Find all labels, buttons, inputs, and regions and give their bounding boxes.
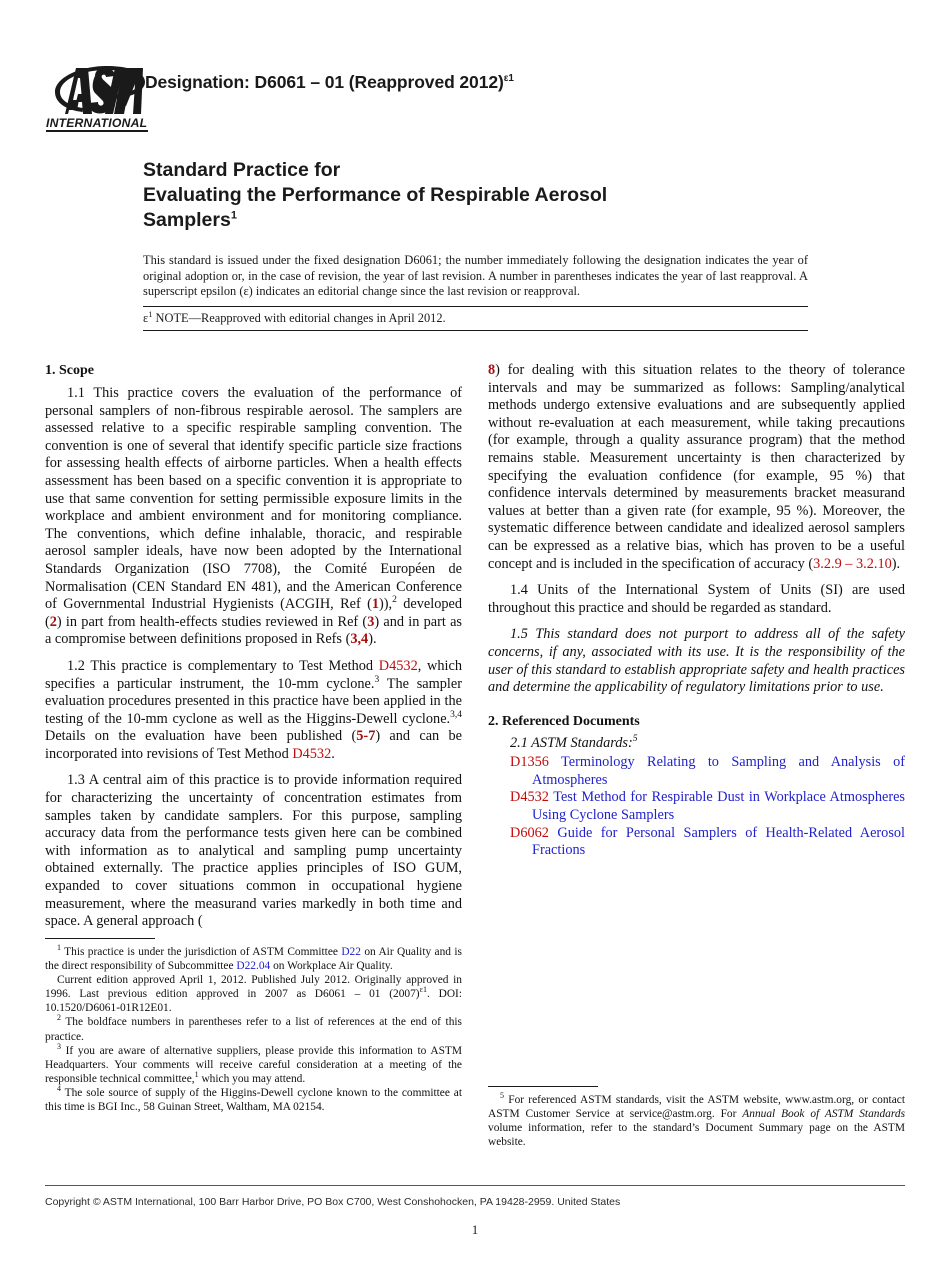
paragraph-1-2: 1.2 This practice is complementary to Test Method D4532, which specifies a particular instrument, the 10-mm cyclone.$^3$ The sampler evaluation procedures presented in this practice have been applied in the testing of the 10-mm cyclone as well as the Higgins-Dewell cyclone.$^{3,4}$ Details on the evaluation have been published (5-7) and can be incorporated into revisions of Test Method D4532. bbox=[45, 657, 463, 762]
masthead bbox=[45, 58, 905, 148]
footnote-divider bbox=[488, 1086, 598, 1087]
section-heading-scope: 1. Scope bbox=[45, 363, 94, 378]
ref-2: 2 bbox=[49, 613, 57, 630]
paragraph-1-5: 1.5 This standard does not purport to address all of the safety concerns, if any, associated with its use. It is the responsibility of the user of this standard to establish appropriate safety and health practices and determine the applicability of regulatory limitations prior to use. bbox=[488, 626, 905, 696]
list-item[interactable] bbox=[510, 789, 905, 824]
intro-divider-top bbox=[143, 306, 808, 307]
subheading-astm-standards: 2.1 ASTM Standards:$^5$ bbox=[510, 733, 638, 751]
link-d4532-b[interactable]: D4532 bbox=[292, 745, 332, 762]
standard-title[interactable]: Test Method for Respirable Dust in Workplace Atmospheres Using Cyclone Samplers bbox=[532, 789, 905, 824]
astm-logo-icon bbox=[45, 58, 150, 138]
column-left bbox=[45, 362, 462, 931]
paragraph-1-4: 1.4 Units of the International System of Units (SI) are used throughout this practice and should be regarded as standard. bbox=[488, 582, 905, 616]
list-item[interactable] bbox=[510, 825, 905, 860]
footnote-1: $^1$ This practice is under the jurisdiction of ASTM Committee D22 on Air Quality and is the direct responsibility of Subcommittee D22.04 on Workplace Air Quality. bbox=[45, 943, 462, 973]
column-right bbox=[488, 362, 905, 860]
page-title bbox=[143, 158, 843, 233]
footnote-2: $^2$ The boldface numbers in parentheses refer to a list of references at the end of this practice. bbox=[45, 1013, 462, 1043]
intro-divider-bottom bbox=[143, 330, 808, 331]
designation-superscript: ε1 bbox=[503, 73, 514, 85]
footnotes-left bbox=[45, 930, 462, 1114]
footnote-5: $^5$ For referenced ASTM standards, visit the ASTM website, www.astm.org, or contact ASTM Customer Service at service@astm.org. For Annual Book of ASTM Standards volume information, refer to the standard’s Document Summary page on the ASTM website. bbox=[488, 1091, 905, 1149]
footer-divider bbox=[45, 1185, 905, 1186]
designation-code: D6061 – 01 (Reapproved 2012) bbox=[254, 72, 504, 92]
link-committee-d22[interactable]: D22 bbox=[341, 946, 361, 958]
copyright-notice: Copyright © ASTM International, 100 Barr Harbor Drive, PO Box C700, West Conshohocken, PA 19428-2959. United States bbox=[45, 1196, 621, 1208]
astm-logo bbox=[45, 58, 150, 138]
designation-label: Designation: bbox=[145, 72, 250, 92]
link-section-range[interactable]: 3.2.9 – 3.2.10 bbox=[813, 555, 892, 572]
standard-issue-note: This standard is issued under the fixed designation D6061; the number immediately following the designation indicates the year of original adoption or, in the case of revision, the year of last revision. A number in parentheses indicates the year of last reapproval. A superscript epsilon (ε) indicates an editorial change since the last revision or reapproval. bbox=[143, 253, 808, 299]
title-line-1: Standard Practice for bbox=[143, 159, 341, 181]
designation-line bbox=[145, 72, 514, 93]
standard-code[interactable]: D6062 bbox=[510, 824, 549, 841]
footnote-4: $^4$ The sole source of supply of the Higgins-Dewell cyclone known to the committee at this time is BGI Inc., 58 Guinan Street, Waltham, MA 02154. bbox=[45, 1084, 462, 1114]
footnotes-right bbox=[488, 1078, 905, 1149]
epsilon-note: $\varepsilon^1$ NOTE—Reapproved with editorial changes in April 2012. bbox=[143, 308, 446, 325]
paragraph-1-3-part1: 1.3 A central aim of this practice is to provide information required for characterizing the uncertainty of concentration estimates from samples taken by candidate samplers. For this purpose, sampling accuracy data from the performance tests given here can be combined with information as to analytical and sampling pump uncertainty obtained externally. The practice applies principles of ISO GUM, expanded to cover situations common in occupational hygiene measurement, where the measurand varies markedly in both time and space. A general approach ( bbox=[45, 772, 462, 930]
section-heading-referenced-documents: 2. Referenced Documents bbox=[488, 713, 640, 729]
ref-5-7: 5-7 bbox=[356, 728, 376, 745]
referenced-standards-list bbox=[488, 754, 905, 860]
standard-title[interactable]: Terminology Relating to Sampling and Analysis of Atmospheres bbox=[532, 754, 905, 788]
svg-text:INTERNATIONAL: INTERNATIONAL bbox=[46, 116, 148, 130]
title-footnote-marker: 1 bbox=[230, 209, 237, 222]
standard-code[interactable]: D1356 bbox=[510, 754, 549, 771]
list-item[interactable] bbox=[510, 754, 905, 789]
footnote-1-edition: Current edition approved April 1, 2012. Published July 2012. Originally approved in 1996. Last previous edition approved in 2007 as D6061 – 01 $(2007)^{\varepsilon 1}$. DOI: 10.1520/D6061-01R12E01. bbox=[45, 974, 463, 1015]
footnote-3: $^3$ If you are aware of alternative suppliers, please provide this information to ASTM Headquarters. Your comments will receive careful consideration at a meeting of the responsible technical committee,$^1$ which you may attend. bbox=[45, 1041, 462, 1085]
link-subcommittee-d2204[interactable]: D22.04 bbox=[236, 960, 271, 973]
page-number: 1 bbox=[471, 1222, 479, 1237]
standard-code[interactable]: D4532 bbox=[510, 789, 549, 806]
title-line-3: Samplers$^1$ bbox=[143, 209, 237, 231]
ref-3: 3 bbox=[367, 613, 375, 630]
title-line-2: Evaluating the Performance of Respirable Aerosol bbox=[143, 184, 608, 206]
paragraph-1-3-part2: 8) for dealing with this situation relates to the theory of tolerance intervals and may be summarized as follows: Sampling/analytical methods undergo extensive evaluations and are subsequently applied without re-evaluation at each measurement, while taking precautions (for example, through a quality assurance program) that the method remains stable. Measurement uncertainty is then characterized by specifying the evaluation confidence (for example, 95 %) that confidence intervals determined by measurements bracket measurand values at better than a given rate (for example, 95 %). Moreover, the systematic difference between candidate and idealized aerosol samplers can be expressed as a relative bias, which has proven to be a useful concept and is included in the specification of accuracy (3.2.9 – 3.2.10). bbox=[488, 362, 905, 572]
ref-1: 1 bbox=[371, 596, 380, 613]
standard-title[interactable]: Guide for Personal Samplers of Health-Related Aerosol Fractions bbox=[532, 824, 906, 859]
link-d4532-a[interactable]: D4532 bbox=[378, 657, 418, 674]
ref-3-4: 3,4 bbox=[350, 631, 369, 648]
paragraph-1-1: 1.1 This practice covers the evaluation of the performance of personal samplers of non-fibrous respirable aerosol. The samplers are assessed relative to a specific respirable sampling convention. The convention is one of several that identify specific particle size fractions for assessing health effects of airborne particles. When a health effects assessment has been based on a specific convention it is appropriate to use that same convention for setting permissible exposure limits in the workplace and ambient environment and for monitoring compliance. The conventions, which define inhalable, thoracic, and respirable aerosol sampler ideals, have now been adopted by the International Standards Organization (ISO 7708), the Comité Européen de Normalisation (CEN Standard EN 481), and the American Conference of Governmental Industrial Hygienists (ACGIH, Ref (1)),$^2$ developed (2) in part from health-effects studies reviewed in Ref (3) and in part as a compromise between definitions proposed in Refs (3,4). bbox=[45, 385, 462, 648]
ref-8: 8 bbox=[488, 362, 496, 378]
footnote-divider bbox=[45, 938, 155, 939]
